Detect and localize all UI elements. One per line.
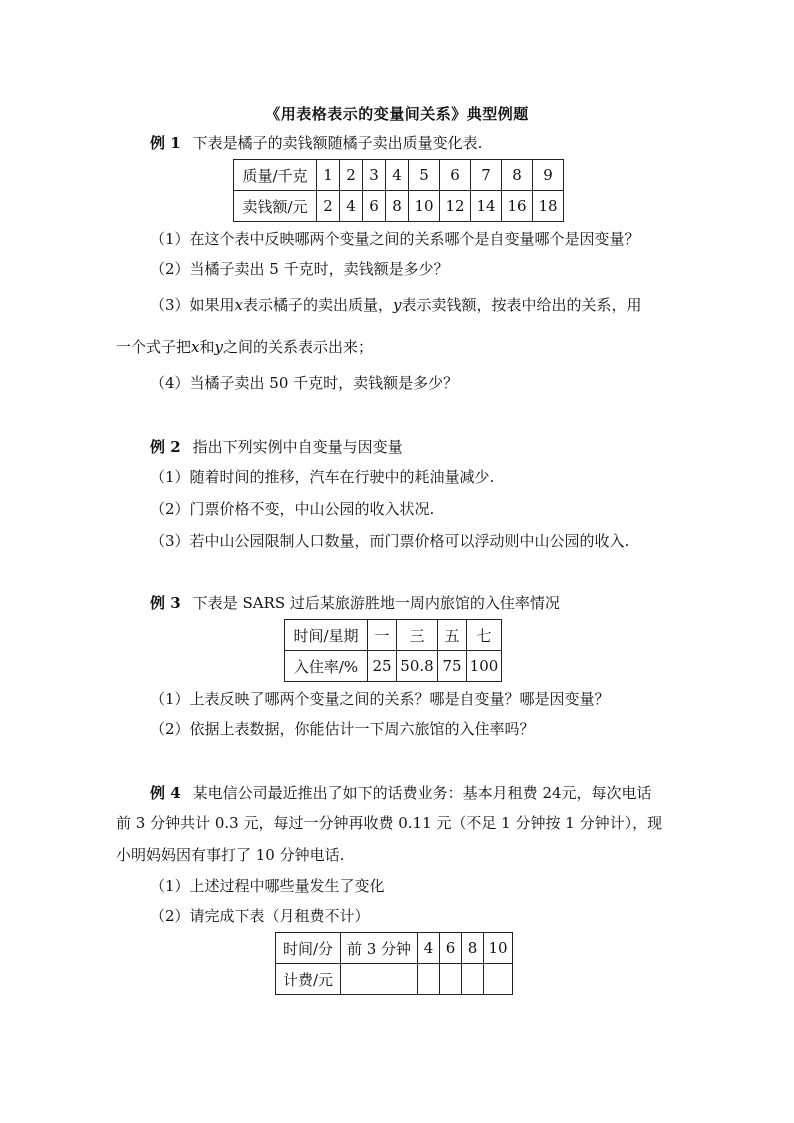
- example-4-question-1: （1）上述过程中哪些量发生了变化: [150, 877, 385, 895]
- table-cell: 七: [467, 620, 502, 651]
- table-cell: 25: [368, 651, 397, 682]
- table-cell: 三: [397, 620, 438, 651]
- example-3-intro: [150, 593, 560, 613]
- example-4-table: [275, 932, 513, 995]
- example-1-question-4: （4）当橘子卖出 50 千克时，卖钱额是多少？: [150, 374, 459, 392]
- example-4-text: 某电信公司最近推出了如下的话费业务：基本月租费 24元，每次电话: [192, 784, 652, 802]
- example-3-question-1: （1）上表反映了哪两个变量之间的关系？哪是自变量？哪是因变量？: [150, 690, 610, 708]
- text-run: 表示卖钱额，按表中给出的关系，用: [401, 296, 642, 314]
- variable-x: x: [191, 338, 200, 356]
- text-run: （3）如果用: [150, 296, 235, 314]
- example-4-line-2: 前 3 分钟共计 0.3 元，每过一分钟再收费 0.11 元（不足 1 分钟按 1 分钟计），现: [116, 814, 663, 832]
- table-cell-empty: [418, 964, 440, 995]
- table-cell: 16: [502, 191, 533, 222]
- table-header-cell: 时间/分: [276, 933, 341, 964]
- example-4-line-3: 小明妈妈因有事打了 10 分钟电话.: [116, 846, 345, 864]
- table-cell: 2: [340, 160, 363, 191]
- example-1-table: [233, 159, 564, 222]
- table-header-cell: 入住率/%: [285, 651, 368, 682]
- table-cell: 6: [440, 933, 462, 964]
- table-cell: 五: [438, 620, 467, 651]
- table-cell: 1: [317, 160, 340, 191]
- table-cell: 4: [340, 191, 363, 222]
- example-3-intro-text: 下表是 SARS 过后某旅游胜地一周内旅馆的入住率情况: [192, 594, 560, 612]
- text-run: 之间的关系表示出来；: [222, 338, 373, 356]
- text-run: 一个式子把: [116, 338, 192, 356]
- example-1-question-1: （1）在这个表中反映哪两个变量之间的关系哪个是自变量哪个是因变量？: [150, 230, 640, 248]
- table-cell: 50.8: [397, 651, 438, 682]
- variable-y: y: [214, 338, 223, 356]
- table-cell: 10: [484, 933, 513, 964]
- example-4-label: 例 4: [150, 784, 181, 802]
- example-2-label: 例 2: [150, 438, 181, 456]
- table-cell: 前 3 分钟: [341, 933, 418, 964]
- text-run: 表示橘子的卖出质量，: [243, 296, 394, 314]
- table-cell: 12: [440, 191, 471, 222]
- table-row: [234, 191, 564, 222]
- table-cell: 10: [409, 191, 440, 222]
- example-1-intro-text: 下表是橘子的卖钱额随橘子卖出质量变化表.: [192, 134, 483, 152]
- table-cell: 100: [467, 651, 502, 682]
- table-cell-empty: [440, 964, 462, 995]
- table-cell-empty: [462, 964, 484, 995]
- table-cell: 14: [471, 191, 502, 222]
- example-1-question-3-line-1: [150, 295, 642, 315]
- variable-y: y: [393, 296, 402, 314]
- table-cell: 4: [418, 933, 440, 964]
- table-header-cell: 质量/千克: [234, 160, 317, 191]
- table-cell-empty: [341, 964, 418, 995]
- table-cell: 9: [533, 160, 564, 191]
- table-row: [234, 160, 564, 191]
- example-2-intro: [150, 437, 403, 457]
- table-cell: 75: [438, 651, 467, 682]
- table-row: [285, 620, 502, 651]
- example-4-question-2: （2）请完成下表（月租费不计）: [150, 907, 370, 925]
- table-header-cell: 时间/星期: [285, 620, 368, 651]
- table-cell: 4: [386, 160, 409, 191]
- text-run: 和: [199, 338, 215, 356]
- document-title: 《用表格表示的变量间关系》典型例题: [265, 105, 529, 123]
- example-2-question-1: （1）随着时间的推移，汽车在行驶中的耗油量减少.: [150, 468, 495, 486]
- table-cell: 一: [368, 620, 397, 651]
- table-cell: 2: [317, 191, 340, 222]
- table-cell: 8: [462, 933, 484, 964]
- example-2-question-3: （3）若中山公园限制人口数量，而门票价格可以浮动则中山公园的收入.: [150, 532, 630, 550]
- table-cell: 6: [440, 160, 471, 191]
- example-3-label: 例 3: [150, 594, 181, 612]
- table-row: [276, 964, 513, 995]
- example-2-question-2: （2）门票价格不变，中山公园的收入状况.: [150, 500, 435, 518]
- variable-x: x: [234, 296, 244, 314]
- table-cell: 8: [386, 191, 409, 222]
- table-cell: 5: [409, 160, 440, 191]
- example-1-intro: [150, 133, 482, 153]
- table-row: [276, 933, 513, 964]
- table-cell: 7: [471, 160, 502, 191]
- table-header-cell: 卖钱额/元: [234, 191, 317, 222]
- table-cell-empty: [484, 964, 513, 995]
- example-2-intro-text: 指出下列实例中自变量与因变量: [192, 438, 403, 456]
- table-cell: 8: [502, 160, 533, 191]
- table-cell: 18: [533, 191, 564, 222]
- table-cell: 3: [363, 160, 386, 191]
- example-4-line-1: [150, 783, 652, 803]
- example-1-label: 例 1: [150, 134, 181, 152]
- example-1-question-2: （2）当橘子卖出 5 千克时，卖钱额是多少？: [150, 260, 449, 278]
- table-cell: 6: [363, 191, 386, 222]
- example-3-table: [284, 619, 502, 682]
- example-1-question-3-line-2: [116, 337, 373, 357]
- example-3-question-2: （2）依据上表数据，你能估计一下周六旅馆的入住率吗？: [150, 720, 535, 738]
- table-header-cell: 计费/元: [276, 964, 341, 995]
- table-row: [285, 651, 502, 682]
